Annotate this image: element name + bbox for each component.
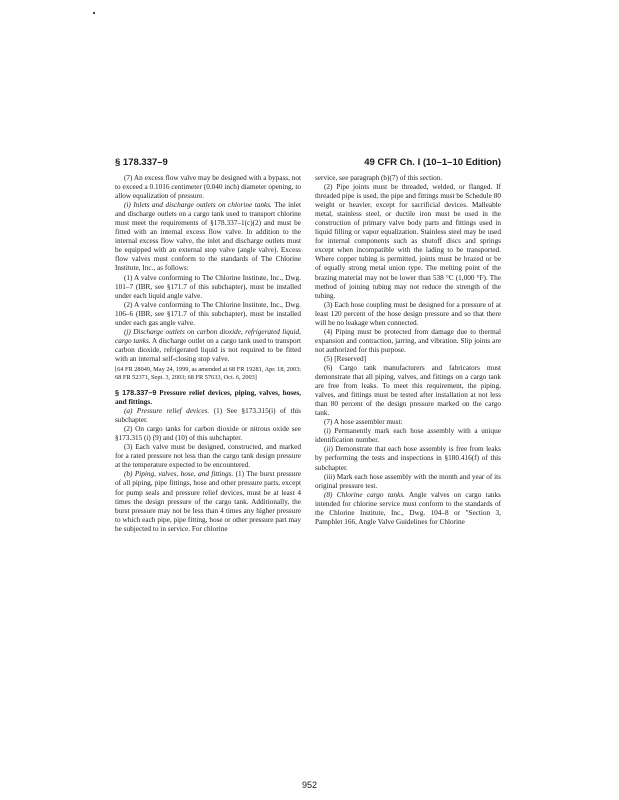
paragraph: (7) A hose assembler must: <box>324 418 403 427</box>
section-title: Pressure relief devices, piping, valves, hoses, and fittings. <box>115 388 301 407</box>
paragraph: (i) Permanently mark each hose assembly with a unique identification number. <box>315 427 501 445</box>
paragraph <box>315 491 501 527</box>
title-edition-header: 49 CFR Ch. I (10–1–10 Edition) <box>364 157 501 168</box>
paragraph: service, see paragraph (b)(7) of this section. <box>315 174 443 182</box>
paragraph-body: (1) The burst pressure of all piping, pipe fittings, hose and other pressure parts, except for pump seals and pressure relief devices, must be at least 4 times the design pressure of the cargo tank. Additionally, the burst pressure may not be less than 4 times any higher pressure to which each pipe, pipe fitting, hose or other pressure part may be subjected to in service. For chlorine <box>115 470 301 533</box>
paragraph: (iii) Mark each hose assembly with the month and year of its original pressure test. <box>315 472 501 490</box>
scan-speck <box>93 12 95 14</box>
section-reference-header: § 178.337–9 <box>115 157 168 168</box>
paragraph-body: A discharge outlet on a cargo tank used to transport carbon dioxide, refrigerated liquid is not required to be fitted with an internal self-closing stop valve. <box>115 336 302 363</box>
paragraph: (3) Each hose coupling must be designed for a pressure of at least 120 percent of the hose design pressure and so that there will be no leakage when connected. <box>315 300 501 327</box>
left-text-column <box>115 174 301 534</box>
paragraph: (6) Cargo tank manufacturers and fabricators must demonstrate that all piping, valves, and fittings on a cargo tank are free from leaks. To meet this requirement, the piping, valves, and fittings must be tested after installation at not less than 80 percent of the design pressure marked on the cargo tank. <box>315 363 501 418</box>
paragraph-heading: (i) Inlets and discharge outlets on chlorine tanks. <box>124 201 272 210</box>
paragraph: (7) An excess flow valve may be designed with a bypass, not to exceed a 0.1016 centimeter (0.040 inch) diameter opening, to allow equalization of pressure. <box>115 174 301 201</box>
paragraph <box>115 470 301 533</box>
page-number: 952 <box>301 780 318 790</box>
paragraph: (2) Pipe joints must be threaded, welded, or flanged. If threaded pipe is used, the pipe and fittings must be Schedule 80 weight or heavier, except for sacrificial devices. Malleable metal, stainless steel, or ductile iron must be used in the construction of primary valve body parts and fittings used in liquid filling or vapor equalization. Stainless steel may be used for internal components such as shutoff discs and springs except when incompatible with the lading to be transported. Where copper tubing is permitted, joints must be brazed or be of equally strong metal union type. The melting point of the brazing material may not be lower than 538 °C (1,000 °F). The method of joining tubing may not reduce the strength of the tubing. <box>315 183 501 300</box>
paragraph: (2) On cargo tanks for carbon dioxide or nitrous oxide see §173.315 (i) (9) and (10) of this subchapter. <box>115 425 301 443</box>
paragraph-heading: (a) Pressure relief devices. <box>124 407 210 416</box>
section-number: § 178.337–9 <box>115 387 157 397</box>
paragraph: (ii) Demonstrate that each hose assembly is free from leaks by performing the tests and inspections in §180.416(f) of this subchapter. <box>315 445 501 472</box>
paragraph <box>115 328 301 364</box>
paragraph <box>115 407 301 425</box>
paragraph: (2) A valve conforming to The Chlorine Institute, Inc., Dwg. 106–6 (IBR, see §171.7 of this subchapter), must be installed under each gas angle valve. <box>115 300 301 327</box>
paragraph-heading: (b) Piping, valves, hose, and fittings. <box>124 470 234 479</box>
paragraph-heading: (8) Chlorine cargo tanks. <box>324 490 405 499</box>
paragraph: (1) A valve conforming to The Chlorine Institute, Inc., Dwg. 101–7 (IBR, see §171.7 of this subchapter), must be installed under each liquid angle valve. <box>115 273 301 300</box>
paragraph-body: The inlet and discharge outlets on a cargo tank used to transport chlorine must meet the requirements of §178.337–1(c)(2) and must be fitted with an internal excess flow valve. In addition to the internal excess flow valve, the inlet and discharge outlets must be equipped with an external stop valve (angle valve). Excess flow valves must conform to the standards of The Chlorine Institute, Inc., as follows: <box>115 201 302 273</box>
paragraph <box>115 201 301 273</box>
paragraph: (4) Piping must be protected from damage due to thermal expansion and contraction, jarring, and vibration. Slip joints are not authorized for this purpose. <box>315 327 501 354</box>
right-text-column <box>315 174 501 527</box>
paragraph: (3) Each valve must be designed, constructed, and marked for a rated pressure not less than the cargo tank design pressure at the temperature expected to be encountered. <box>115 443 301 470</box>
paragraph-body: Angle valves on cargo tanks intended for chlorine service must conform to the standards of the Chlorine Institute, Inc., Dwg. 104–8 or "Section 3, Pamphlet 166, Angle Valve Guidelines for Chlorine <box>315 490 501 526</box>
paragraph: (5) [Reserved] <box>324 354 367 363</box>
section-heading <box>115 388 301 407</box>
paragraph-heading: (j) Discharge outlets on carbon dioxide, refrigerated liquid, cargo tanks. <box>115 327 301 345</box>
federal-register-citation: [64 FR 28049, May 24, 1999, as amended at 68 FR 19281, Apr. 18, 2003; 68 FR 52371, Sept. 3, 2003; 68 FR 57633, Oct. 6, 2003] <box>115 365 301 381</box>
paragraph-body: (1) See §173.315(i) of this subchapter. <box>115 407 302 425</box>
